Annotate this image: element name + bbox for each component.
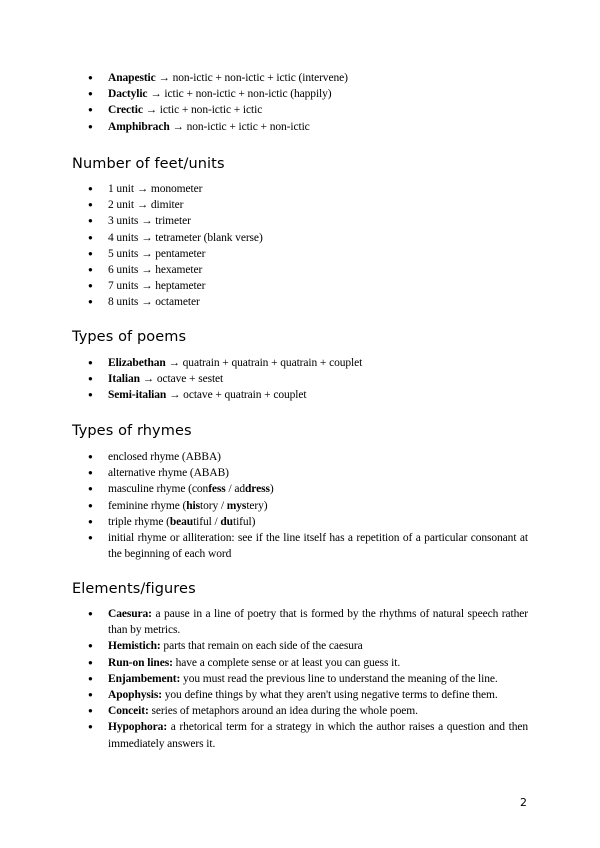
section-heading-number-of-feet: Number of feet/units — [72, 156, 225, 172]
list-item: ● enclosed rhyme (ABBA) — [92, 449, 528, 465]
list-item: ● 8 units → octameter — [92, 294, 528, 310]
list-item: ● Caesura: a pause in a line of poetry that is formed by the rhythms of natural speech rather than by metrics. — [92, 606, 528, 638]
list-item: ● Semi-italian → octave + quatrain + couplet — [92, 387, 528, 403]
section-heading-elements: Elements/figures — [72, 581, 196, 597]
list-item: ● alternative rhyme (ABAB) — [92, 465, 528, 481]
list-item: ● Crectic → ictic + non-ictic + ictic — [92, 102, 528, 118]
list-item: ● Apophysis: you define things by what they aren't using negative terms to define them. — [92, 687, 528, 703]
feet-types-list — [92, 70, 528, 135]
list-item: ● Amphibrach → non-ictic + ictic + non-ictic — [92, 119, 528, 135]
list-item: ● 5 units → pentameter — [92, 246, 528, 262]
elements-list — [92, 606, 528, 752]
number-of-feet-list — [92, 181, 528, 311]
list-item: ● Italian → octave + sestet — [92, 371, 528, 387]
page-number: 2 — [520, 796, 527, 809]
types-of-rhymes-list — [92, 449, 528, 562]
list-item: ● 7 units → heptameter — [92, 278, 528, 294]
list-item: ● 2 unit → dimiter — [92, 197, 528, 213]
list-item: ● Anapestic → non-ictic + non-ictic + ictic (intervene) — [92, 70, 528, 86]
list-item: ● 6 units → hexameter — [92, 262, 528, 278]
list-item: ● 1 unit → monometer — [92, 181, 528, 197]
list-item: ● masculine rhyme (confess / address) — [92, 481, 528, 497]
list-item: ● Elizabethan → quatrain + quatrain + quatrain + couplet — [92, 355, 528, 371]
list-item: ● Hemistich: parts that remain on each side of the caesura — [92, 638, 528, 654]
list-item: ● 4 units → tetrameter (blank verse) — [92, 230, 528, 246]
list-item: ● triple rhyme (beautiful / dutiful) — [92, 514, 528, 530]
section-heading-types-of-poems: Types of poems — [72, 329, 187, 345]
list-item: ● feminine rhyme (history / mystery) — [92, 498, 528, 514]
list-item: ● Enjambement: you must read the previous line to understand the meaning of the line. — [92, 671, 528, 687]
list-item: ● Dactylic → ictic + non-ictic + non-ictic (happily) — [92, 86, 528, 102]
list-item: ● Hypophora: a rhetorical term for a strategy in which the author raises a question and then immediately answers it. — [92, 719, 528, 751]
section-heading-types-of-rhymes: Types of rhymes — [72, 423, 192, 439]
list-item: ● 3 units → trimeter — [92, 213, 528, 229]
list-item: ● Run-on lines: have a complete sense or at least you can guess it. — [92, 655, 528, 671]
types-of-poems-list — [92, 355, 528, 404]
list-item: ● initial rhyme or alliteration: see if the line itself has a repetition of a particular consonant at the beginning of each word — [92, 530, 528, 562]
list-item: ● Conceit: series of metaphors around an idea during the whole poem. — [92, 703, 528, 719]
